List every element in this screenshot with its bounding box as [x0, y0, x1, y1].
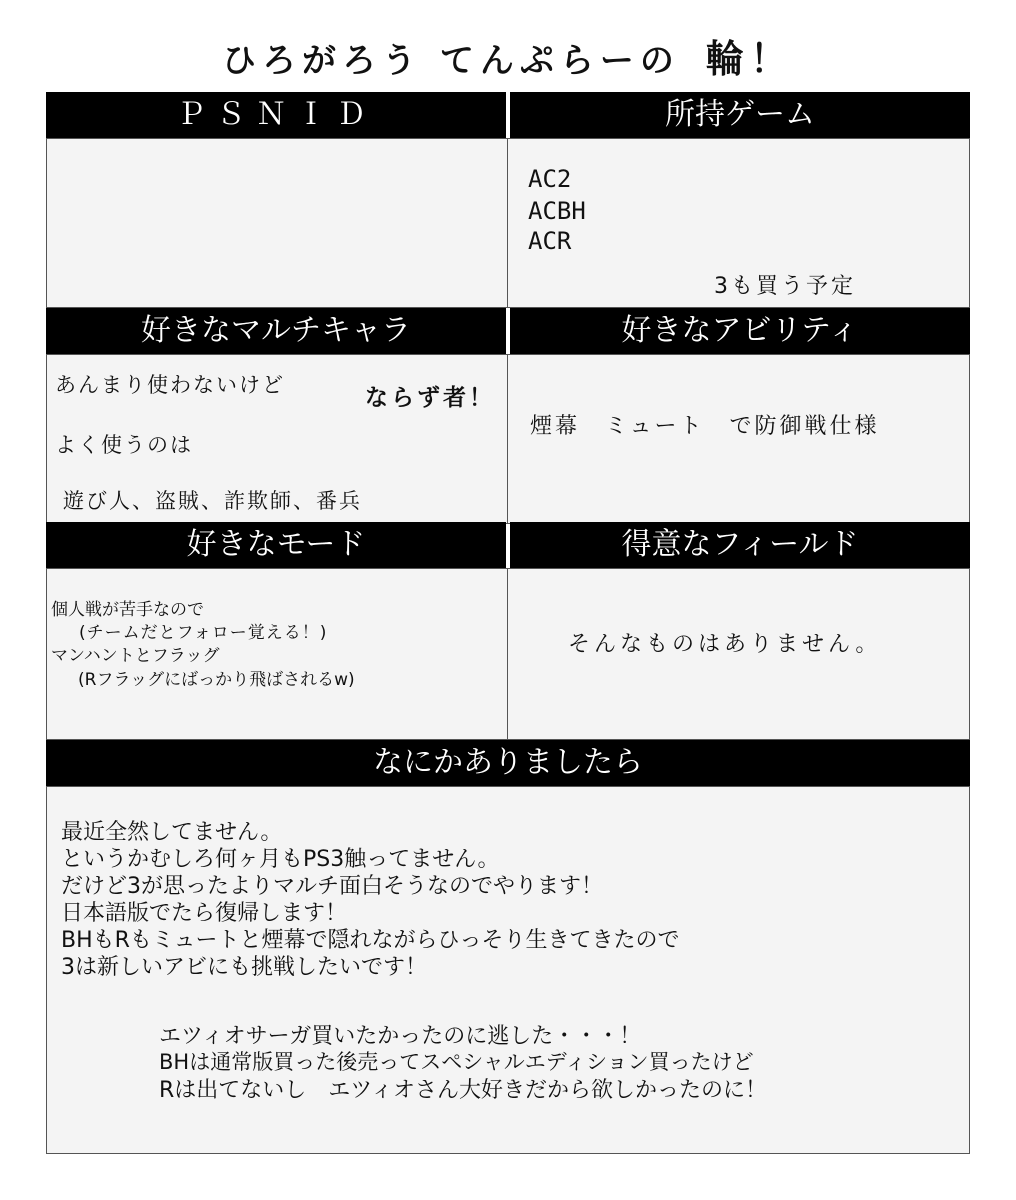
characters-rarely-name: ならず者！	[365, 385, 495, 411]
notes-line: 最近全然してません。	[61, 820, 283, 845]
header-modes: 好きなモード	[46, 522, 506, 568]
characters-often-list: 遊び人、盗賊、詐欺師、番兵	[63, 489, 362, 513]
notes-line: だけど3が思ったよりマルチ面白そうなのでやります！	[61, 874, 603, 899]
fields-text: そんなものはありません。	[568, 632, 882, 657]
characters-often-used: よく使うのは	[55, 433, 193, 457]
header-characters: 好きなマルチキャラ	[46, 308, 506, 354]
psnid-cell	[46, 138, 508, 308]
game-item: ACBH	[528, 197, 586, 225]
modes-line: (チームだとフォロー覚える！)	[61, 623, 328, 643]
abilities-text: 煙幕 ミュート で防御戦仕様	[530, 414, 880, 439]
games-cell	[507, 138, 970, 308]
notes-cell	[46, 786, 970, 1154]
modes-line: マンハントとフラッグ	[51, 646, 220, 666]
title-kanji: 輪！	[705, 37, 794, 81]
header-games: 所持ゲーム	[510, 92, 970, 138]
game-item: ACR	[528, 227, 572, 255]
title-main: ひろがろう てんぷらーの	[222, 41, 680, 81]
page-title	[0, 28, 1016, 83]
characters-cell	[46, 354, 508, 524]
characters-rarely-used: あんまり使わないけど	[55, 373, 285, 397]
abilities-cell	[507, 354, 970, 524]
notes-line: というかむしろ何ヶ月もPS3触ってません。	[61, 847, 500, 872]
modes-cell	[46, 568, 508, 740]
modes-line: (Rフラッグにばっかり飛ばされるw)	[61, 670, 355, 690]
notes-line: エツィオサーガ買いたかったのに逃した・・・！	[159, 1024, 642, 1049]
game-item: AC2	[528, 165, 572, 193]
games-note: 3も買う予定	[714, 274, 856, 299]
notes-line: Rは出てないし エツィオさん大好きだから欲しかったのに！	[159, 1078, 767, 1103]
notes-line: BHは通常版買った後売ってスペシャルエディション買ったけど	[159, 1050, 754, 1074]
notes-line: 3は新しいアビにも挑戦したいです！	[61, 955, 427, 980]
modes-line: 個人戦が苦手なので	[51, 600, 204, 620]
fields-cell	[507, 568, 970, 740]
header-fields: 得意なフィールド	[510, 522, 970, 568]
header-psnid: ＰＳＮＩＤ	[46, 92, 506, 138]
notes-line: BHもRもミュートと煙幕で隠れながらひっそり生きてきたので	[61, 928, 680, 953]
header-notes: なにかありましたら	[46, 740, 970, 786]
notes-line: 日本語版でたら復帰します！	[61, 901, 348, 926]
header-abilities: 好きなアビリティ	[510, 308, 970, 354]
